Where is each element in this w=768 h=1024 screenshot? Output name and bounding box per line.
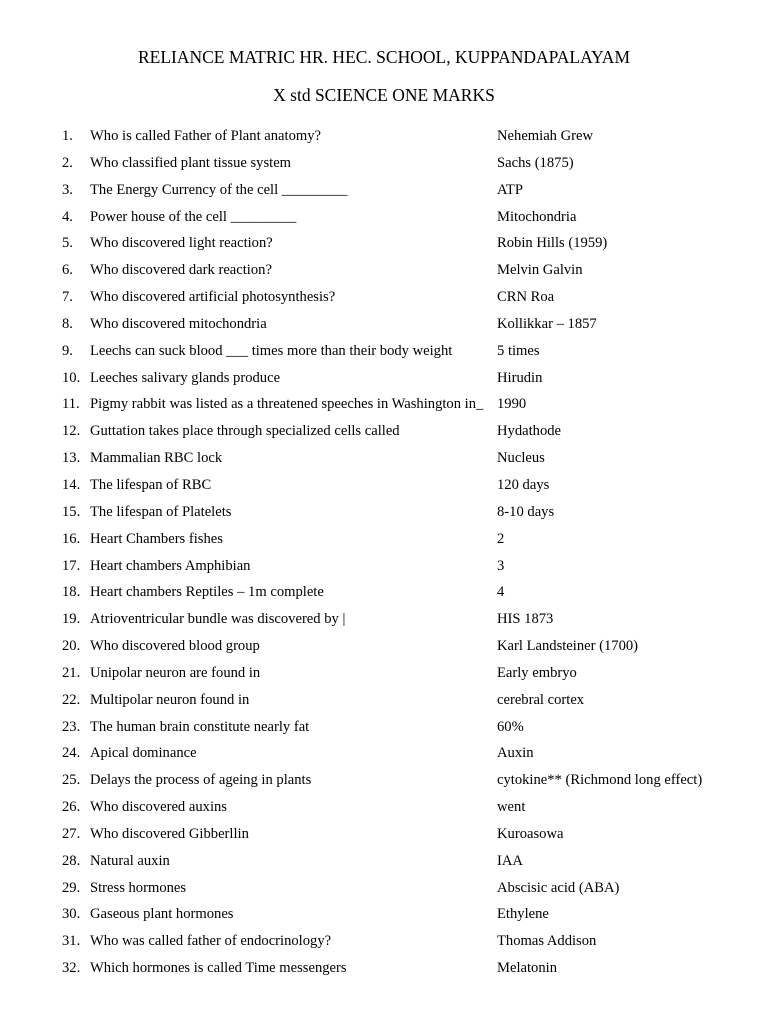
answer-text: Hirudin xyxy=(497,369,543,386)
question-number: 20. xyxy=(62,638,81,655)
question-number: 24. xyxy=(62,745,81,762)
answer-text: 5 times xyxy=(497,342,540,359)
question-text: Gaseous plant hormones xyxy=(90,906,234,923)
question-number: 11. xyxy=(62,396,80,413)
question-number: 14. xyxy=(62,476,81,493)
question-text: Unipolar neuron are found in xyxy=(90,664,261,681)
question-number: 22. xyxy=(62,691,81,708)
question-text: Heart chambers Reptiles – 1m complete xyxy=(90,584,324,601)
question-number: 12. xyxy=(62,423,81,440)
question-row xyxy=(0,501,768,528)
question-text: Who discovered auxins xyxy=(90,799,227,816)
question-row xyxy=(0,689,768,716)
question-text: Who classified plant tissue system xyxy=(90,154,292,171)
question-number: 17. xyxy=(62,557,81,574)
school-name-heading: RELIANCE MATRIC HR. HEC. SCHOOL, KUPPANDAPALAYAM xyxy=(137,47,631,67)
question-row xyxy=(0,367,768,394)
question-number: 18. xyxy=(62,584,81,601)
question-number: 9. xyxy=(62,342,73,359)
question-text: Who discovered Gibberllin xyxy=(90,825,249,842)
question-number: 15. xyxy=(62,503,81,520)
question-text: Apical dominance xyxy=(90,745,197,762)
question-text: The Energy Currency of the cell _________ xyxy=(90,181,348,198)
question-number: 16. xyxy=(62,530,81,547)
question-text: Leechs can suck blood ___ times more than their body weight xyxy=(90,342,453,359)
answer-text: Hydathode xyxy=(497,423,562,440)
question-text: Pigmy rabbit was listed as a threatened speeches in Washington in_ xyxy=(90,396,484,413)
question-text: Which hormones is called Time messengers xyxy=(90,960,347,977)
question-number: 1. xyxy=(62,128,73,144)
answer-text: 2 xyxy=(497,530,505,547)
question-number: 28. xyxy=(62,852,81,869)
question-answer-list xyxy=(0,125,768,984)
question-row xyxy=(0,930,768,957)
question-row xyxy=(0,635,768,662)
question-number: 2. xyxy=(62,154,73,171)
question-row xyxy=(0,581,768,608)
question-row xyxy=(0,662,768,689)
question-number: 29. xyxy=(62,879,81,896)
question-row xyxy=(0,393,768,420)
question-row xyxy=(0,716,768,743)
question-text: Who discovered blood group xyxy=(90,638,260,655)
question-row xyxy=(0,474,768,501)
question-row xyxy=(0,850,768,877)
answer-text: cerebral cortex xyxy=(497,691,585,708)
question-number: 30. xyxy=(62,906,81,923)
question-row xyxy=(0,528,768,555)
question-number: 25. xyxy=(62,772,81,789)
question-text: Who discovered dark reaction? xyxy=(90,262,272,279)
answer-text: Early embryo xyxy=(497,664,577,681)
question-number: 32. xyxy=(62,960,81,977)
question-row xyxy=(0,206,768,233)
question-text: Who discovered light reaction? xyxy=(90,235,273,252)
question-row xyxy=(0,877,768,904)
question-row xyxy=(0,420,768,447)
question-number: 21. xyxy=(62,664,81,681)
question-row xyxy=(0,125,768,152)
question-text: The human brain constitute nearly fat xyxy=(90,718,310,735)
question-row xyxy=(0,608,768,635)
question-row xyxy=(0,313,768,340)
answer-text: 4 xyxy=(497,584,505,601)
question-text: Heart chambers Amphibian xyxy=(90,557,251,574)
answer-text: Nucleus xyxy=(497,450,545,467)
question-number: 26. xyxy=(62,799,81,816)
answer-text: Kollikkar – 1857 xyxy=(497,315,597,332)
answer-text: IAA xyxy=(497,852,523,869)
answer-text: Robin Hills (1959) xyxy=(497,235,608,252)
answer-text: Nehemiah Grew xyxy=(497,128,594,144)
question-text: Power house of the cell _________ xyxy=(90,208,297,225)
answer-text: Mitochondria xyxy=(497,208,577,225)
question-text: Atrioventricular bundle was discovered by | xyxy=(90,611,346,628)
question-row xyxy=(0,823,768,850)
answer-text: Melatonin xyxy=(497,960,557,977)
question-number: 13. xyxy=(62,450,81,467)
question-text: Heart Chambers fishes xyxy=(90,530,223,547)
question-text: Guttation takes place through specialized cells called xyxy=(90,423,400,440)
question-number: 7. xyxy=(62,289,73,306)
answer-text: 1990 xyxy=(497,396,527,413)
question-number: 4. xyxy=(62,208,73,225)
answer-text: Abscisic acid (ABA) xyxy=(497,879,620,896)
question-number: 6. xyxy=(62,262,73,279)
question-row xyxy=(0,796,768,823)
question-row xyxy=(0,769,768,796)
answer-text: cytokine** (Richmond long effect) xyxy=(497,772,703,789)
answer-text: 60% xyxy=(497,718,524,735)
question-number: 23. xyxy=(62,718,81,735)
question-number: 27. xyxy=(62,825,81,842)
answer-text: 120 days xyxy=(497,476,550,493)
answer-text: HIS 1873 xyxy=(497,611,554,628)
answer-text: 8-10 days xyxy=(497,503,555,520)
question-number: 31. xyxy=(62,933,81,950)
question-text: The lifespan of Platelets xyxy=(90,503,232,520)
answer-text: went xyxy=(497,799,526,816)
document-subtitle: X std SCIENCE ONE MARKS xyxy=(273,85,495,105)
answer-text: CRN Roa xyxy=(497,289,555,306)
question-row xyxy=(0,555,768,582)
question-number: 8. xyxy=(62,315,73,332)
answer-text: Sachs (1875) xyxy=(497,154,574,171)
question-text: Delays the process of ageing in plants xyxy=(90,772,312,789)
question-row xyxy=(0,179,768,206)
question-text: Leeches salivary glands produce xyxy=(90,369,281,386)
question-row xyxy=(0,259,768,286)
question-text: Who discovered mitochondria xyxy=(90,315,267,332)
answer-text: Ethylene xyxy=(497,906,549,923)
question-number: 10. xyxy=(62,369,81,386)
question-text: The lifespan of RBC xyxy=(90,476,212,493)
question-row xyxy=(0,447,768,474)
question-number: 5. xyxy=(62,235,73,252)
answer-text: Melvin Galvin xyxy=(497,262,583,279)
answer-text: Auxin xyxy=(497,745,534,762)
answer-text: Karl Landsteiner (1700) xyxy=(497,638,639,655)
question-row xyxy=(0,286,768,313)
question-row xyxy=(0,232,768,259)
question-number: 3. xyxy=(62,181,73,198)
question-row xyxy=(0,340,768,367)
question-row xyxy=(0,903,768,930)
question-text: Stress hormones xyxy=(90,879,187,896)
question-text: Who was called father of endocrinology? xyxy=(90,933,332,950)
question-text: Multipolar neuron found in xyxy=(90,691,250,708)
answer-text: 3 xyxy=(497,557,505,574)
question-row xyxy=(0,957,768,984)
question-number: 19. xyxy=(62,611,81,628)
answer-text: ATP xyxy=(497,181,523,198)
answer-text: Thomas Addison xyxy=(497,933,597,950)
question-text: Who is called Father of Plant anatomy? xyxy=(90,128,321,144)
question-text: Who discovered artificial photosynthesis? xyxy=(90,289,336,306)
question-text: Mammalian RBC lock xyxy=(90,450,223,467)
question-text: Natural auxin xyxy=(90,852,170,869)
question-row xyxy=(0,742,768,769)
question-row xyxy=(0,152,768,179)
answer-text: Kuroasowa xyxy=(497,825,564,842)
